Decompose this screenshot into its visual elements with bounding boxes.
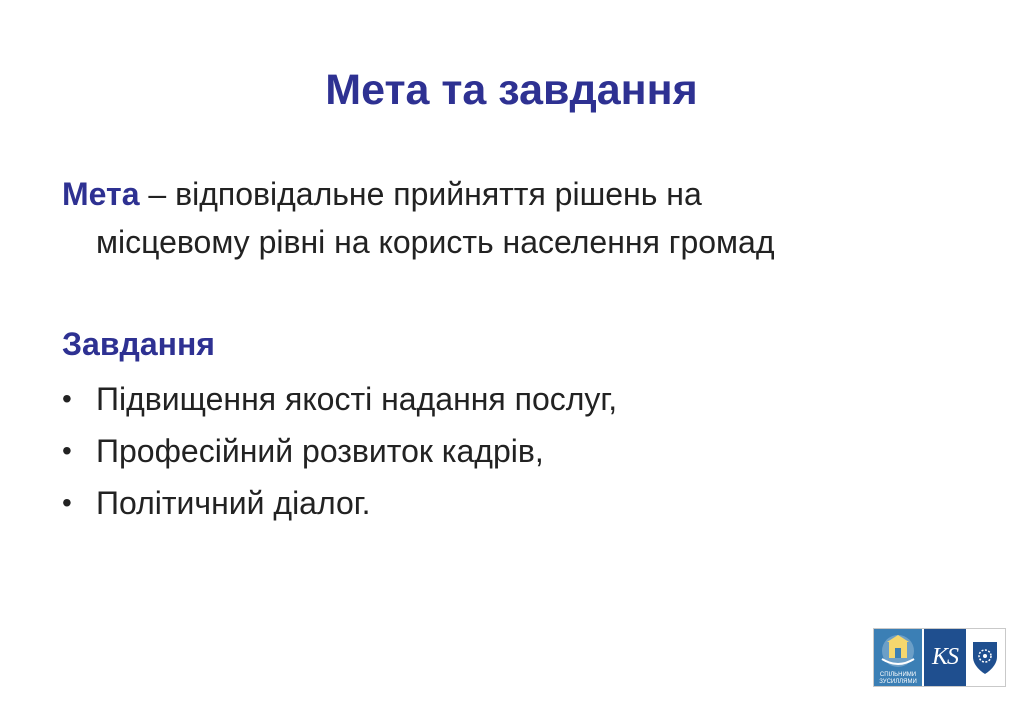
emblem-caption-2: ЗУСИЛЛЯМИ [879,679,917,685]
task-list [62,373,962,529]
ks-logo-icon: KS [924,629,966,686]
emblem-caption-1: СПІЛЬНИМИ [879,672,917,678]
goal-term: Мета [62,176,140,212]
task-item [62,425,962,477]
emblem-graphic [874,629,922,686]
emblem-icon [874,629,922,686]
shield-icon [966,629,1004,686]
goal-text-line1: – відповідальне прийняття рішень на [139,176,702,212]
task-text: Підвищення якості надання послуг, [96,381,618,417]
task-item [62,373,962,425]
goal-text-line2: місцевому рівні на користь населення громад [96,224,775,260]
tasks-heading: Завдання [62,326,215,362]
slide-title: Мета та завдання [325,66,698,114]
bullet-icon: • [62,435,72,466]
bullet-icon: • [62,383,72,414]
task-text: Політичний діалог. [96,485,371,521]
partner-logos [873,628,1006,687]
goal-statement [62,170,962,266]
task-item [62,477,962,529]
task-text: Професійний розвиток кадрів, [96,433,544,469]
bullet-icon: • [62,487,72,518]
